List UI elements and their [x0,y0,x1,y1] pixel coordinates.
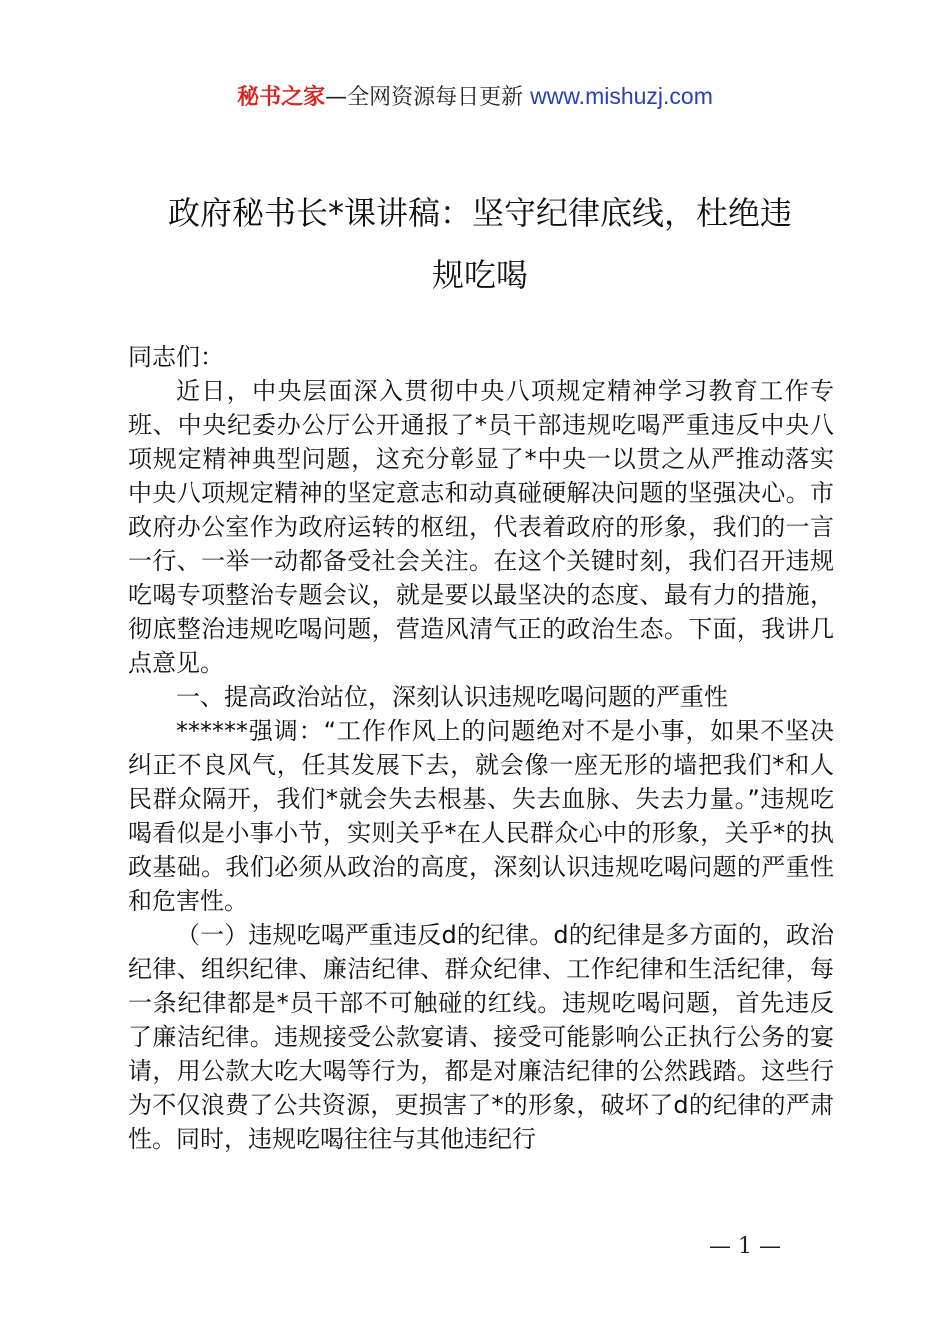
body-paragraph: （一）违规吃喝严重违反d的纪律。d的纪律是多方面的，政治纪律、组织纪律、廉洁纪律、群众纪律、工作纪律和生活纪律，每一条纪律都是*员干部不可触碰的红线。违规吃喝问题，首先违反了廉洁纪律。违规接受公款宴请、接受可能影响公正执行公务的宴请，用公款大吃大喝等行为，都是对廉洁纪律的公然践踏。这些行为不仅浪费了公共资源，更损害了*的形象，破坏了d的纪律的严肃性。同时，违规吃喝往往与其他违纪行 [128,921,834,1153]
title-line-1: 政府秘书长*课讲稿：坚守纪律底线，杜绝违 [167,194,792,232]
body-paragraph: ******强调：“工作作风上的问题绝对不是小事，如果不坚决纠正不良风气，任其发展下去，就会像一座无形的墙把我们*和人民群众隔开，我们*就会失去根基、失去血脉、失去力量。”违规吃喝看似是小事小节，实则关乎*在人民群众心中的形象，关乎*的执政基础。我们必须从政治的高度，深刻认识违规吃喝问题的严重性和危害性。 [128,717,834,915]
document-body [128,340,834,1156]
brand-name: 秘书之家 [237,85,326,110]
section-heading: 一、提高政治站位，深刻认识违规吃喝问题的严重性 [176,683,728,711]
body-paragraph: 近日，中央层面深入贯彻中央八项规定精神学习教育工作专班、中央纪委办公厅公开通报了*员干部违规吃喝严重违反中央八项规定精神典型问题，这充分彰显了*中央一以贯之从严推动落实中央八项规定精神的坚定意志和动真碰硬解决问题的坚强决心。市政府办公室作为政府运转的枢纽，代表着政府的形象，我们的一言一行、一举一动都备受社会关注。在这个关键时刻，我们召开违规吃喝专项整治专题会议，就是要以最坚决的态度、最有力的措施，彻底整治违规吃喝问题，营造风清气正的政治生态。下面，我讲几点意见。 [128,377,834,677]
site-link[interactable]: www.mishuzj.com [530,83,713,109]
page-number: — 1 — [709,1234,781,1259]
site-header [0,80,950,114]
salutation: 同志们： [128,343,224,371]
title-line-2: 规吃喝 [431,256,528,294]
header-tagline: —全网资源每日更新 [325,85,531,110]
document-title [100,182,860,306]
